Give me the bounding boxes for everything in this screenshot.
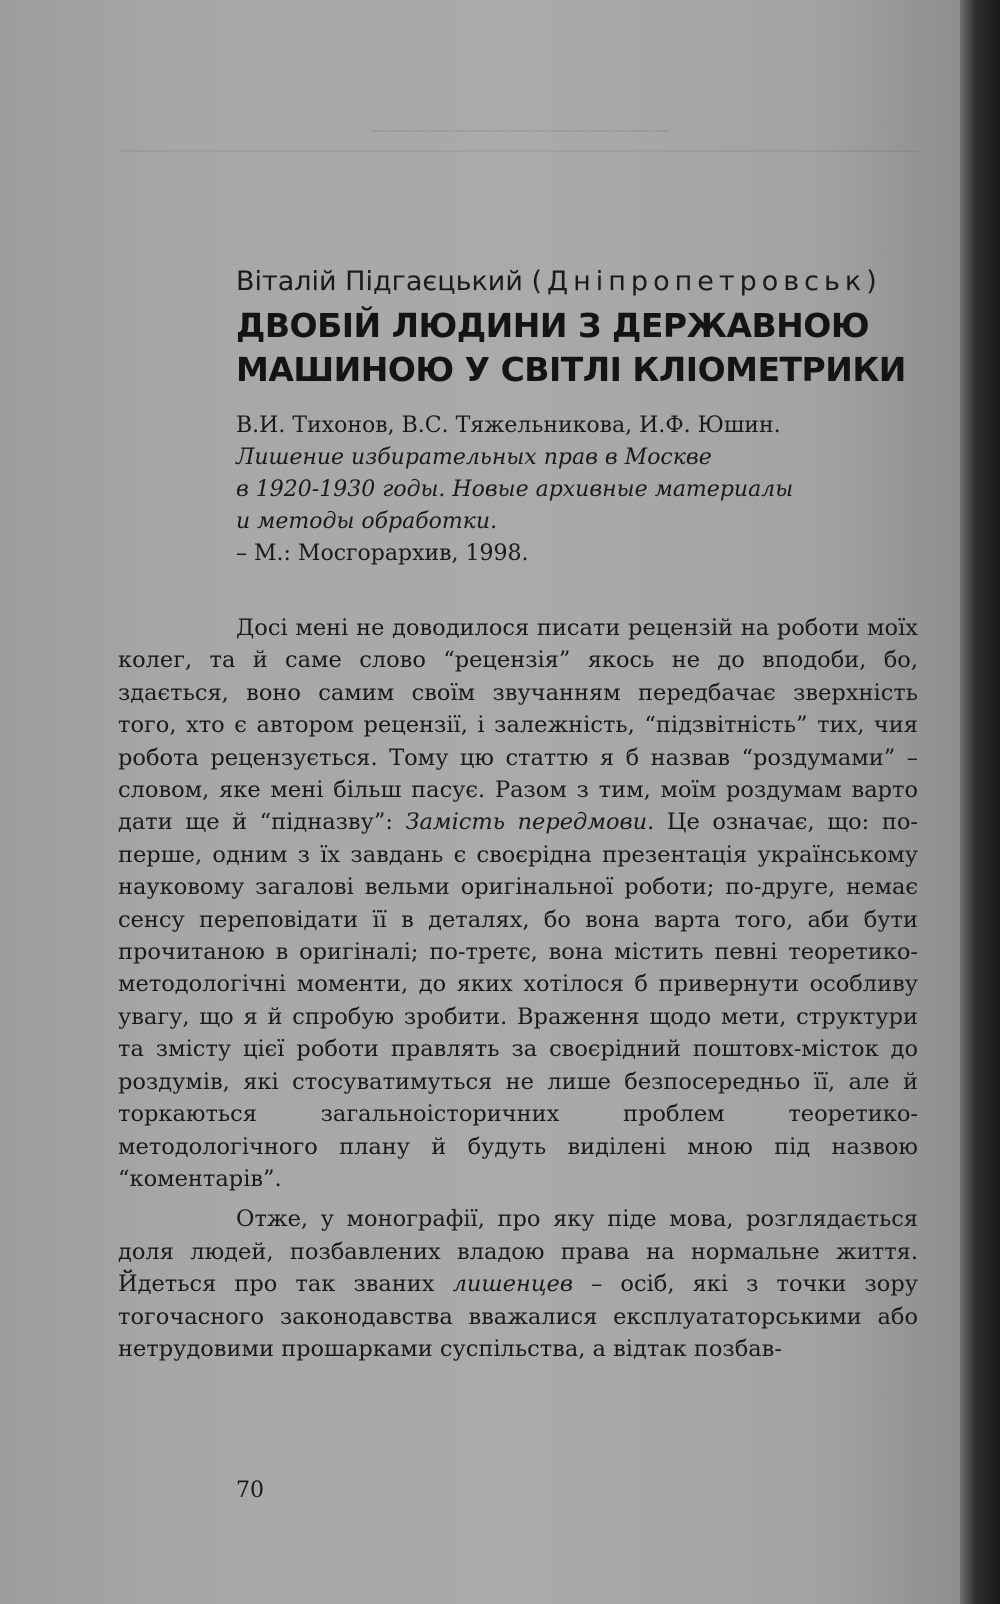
author-name: Віталій Підгаєцький [236, 266, 523, 297]
paragraph-2-text-a: Отже, у монографії, про яку піде мова, розглядається доля людей, позбавлених владою права на нормальне життя. Йдеться про так званих [118, 1206, 918, 1298]
paragraph-1-text-a: Досі мені не доводилося писати рецензій на роботи моїх колег, та й саме слово “рецензія” якось не до вподоби, бо, здається, воно самим своїм звучанням передбачає зверхність того, хто є автором рецензії, і залежність, “підзвітність” тих, чия робота рецензується. Тому цю статтю я б назвав “роздумами” – словом, яке мені більш пасує. Разом з тим, моїм роздумам варто дати ще й “підназву”: [118, 615, 918, 836]
author-city: (Дніпропетровськ) [531, 266, 882, 297]
author-line [236, 262, 918, 302]
reviewed-title-line-3-italic: и методы обработки. [236, 509, 498, 534]
paragraph-1-text-b: . Це означає, що: по-перше, одним з їх завдань є своєрідна презентація українському науковому загалові вельми оригінальної роботи; по-друге, немає сенсу переповідати її в деталях, бо вона варта того, аби бути прочитаною в оригіналі; по-третє, вона містить певні теоретико-методологічні моменти, до яких хотілося б привернути особливу увагу, що я й спробую зробити. Враження щодо мети, структури та змісту цієї роботи правлять за своєрідний поштовх-місток до роздумів, які стосуватимуться не лише безпосередньо її, але й торкаються загальноісторичних проблем теоретико-методологічного плану й будуть виділені мною під назвою “коментарів”. [118, 809, 918, 1192]
reviewed-title-line-1: Лишение избирательных прав в Москве [236, 445, 712, 470]
paragraph-2-text-b: – осіб, які з точки зору тогочасного законодавства вважалися експлуататорськими або нетрудовими прошарками суспільства, а відтак позбав- [118, 1271, 918, 1362]
reviewed-title-line-3 [236, 506, 918, 570]
show-through-rule [120, 150, 920, 152]
reviewed-publisher: – М.: Мосгорархив, 1998. [236, 541, 529, 566]
paragraph-2-italic: лишенцев [452, 1271, 573, 1298]
page-number: 70 [236, 1478, 264, 1503]
reviewed-authors: В.И. Тихонов, В.С. Тяжельникова, И.Ф. Юшин. [236, 413, 781, 438]
reviewed-work [236, 410, 918, 570]
article-title-line-1: ДВОБІЙ ЛЮДИНИ З ДЕРЖАВНОЮ [236, 306, 870, 345]
paragraph-1 [118, 612, 918, 1195]
book-spine-shadow [960, 0, 1000, 1604]
paragraph-1-italic: Замість передмови [405, 809, 648, 836]
paragraph-2 [118, 1203, 918, 1365]
article [118, 262, 918, 1365]
reviewed-title-line-2: в 1920-1930 годы. Новые архивные материалы [236, 477, 794, 502]
article-title [236, 304, 918, 392]
show-through-header: ——————————————— [370, 117, 670, 141]
body-text [118, 612, 918, 1365]
article-title-line-2: МАШИНОЮ У СВІТЛІ КЛІОМЕТРИКИ [236, 350, 906, 389]
